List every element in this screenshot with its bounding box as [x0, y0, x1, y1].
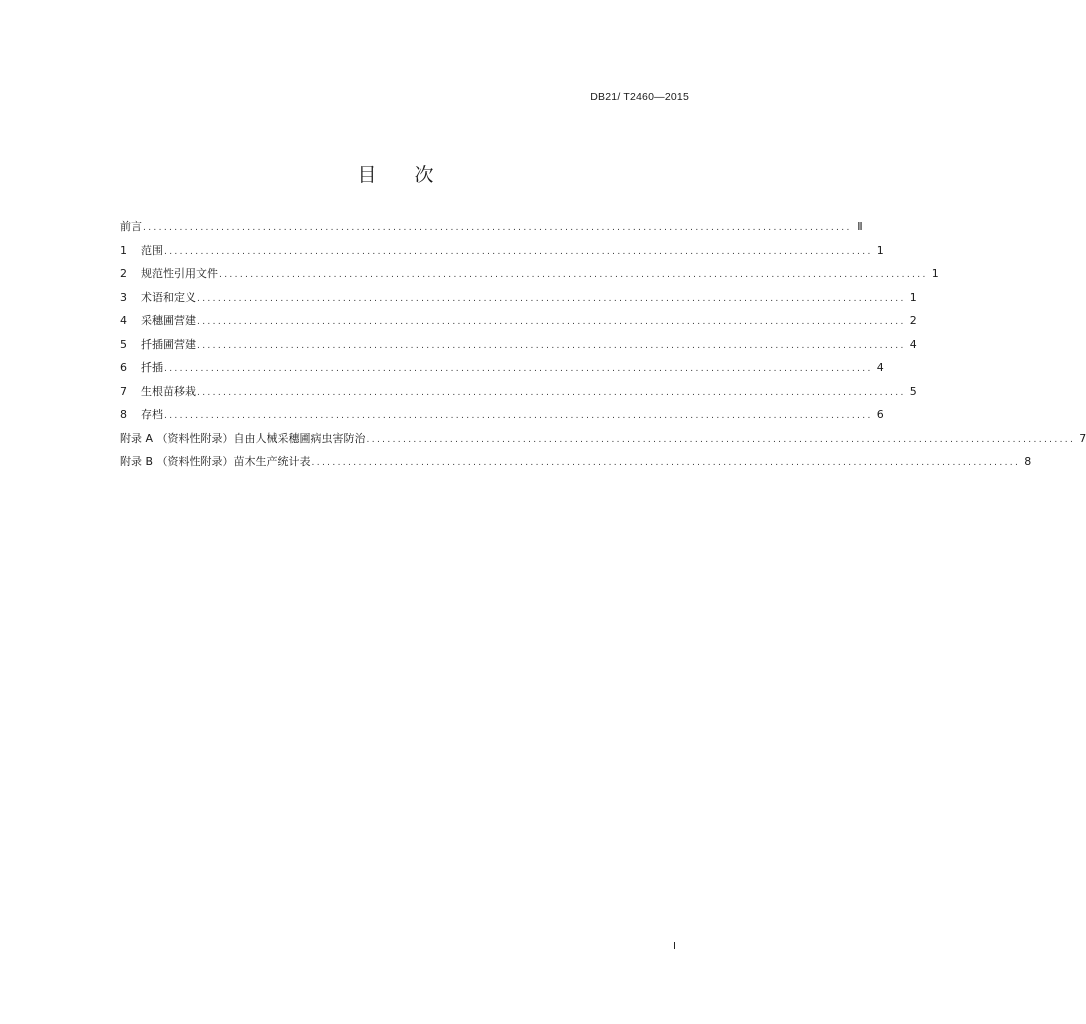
toc-leader-dots: ........................................................................................................................................	[311, 458, 1021, 468]
toc-leader-dots: ........................................................................................................................................	[164, 411, 873, 421]
toc-entry-page: 4	[876, 361, 884, 374]
toc-entry-number: 4	[120, 314, 127, 327]
toc-entry-label: 前言	[120, 220, 142, 233]
toc-entry-6[interactable]	[120, 359, 884, 383]
toc-entry-label: 采穗圃营建	[141, 314, 196, 327]
page-number: I	[673, 941, 676, 952]
toc-leader-dots: ........................................................................................................................................	[164, 364, 873, 374]
toc-entry-3[interactable]	[120, 289, 917, 313]
toc-title-char-2: 次	[414, 164, 434, 186]
toc-entry-7[interactable]	[120, 383, 917, 407]
toc-entry-2[interactable]	[120, 265, 939, 289]
toc-entry-foreword[interactable]	[120, 218, 863, 242]
toc-leader-dots: ........................................................................................................................................	[197, 387, 906, 398]
toc-entry-number: 2	[120, 267, 127, 280]
toc-leader-dots: ........................................................................................................................................	[219, 270, 928, 280]
toc-entry-number: 1	[120, 243, 127, 257]
toc-entry-label: 范围	[141, 243, 163, 257]
toc-entry-page: 1	[931, 267, 939, 280]
toc-entry-label: 附录 A （资料性附录）自由人械采穗圃病虫害防治	[120, 431, 366, 445]
table-of-contents	[120, 218, 1086, 477]
toc-entry-page: 8	[1024, 455, 1032, 468]
toc-entry-number: 3	[120, 290, 127, 304]
toc-entry-label: 附录 B （资料性附录）苗木生产统计表	[120, 455, 311, 468]
toc-entry-page: 1	[909, 290, 917, 304]
toc-entry-label: 术语和定义	[141, 290, 196, 304]
toc-entry-number: 8	[120, 408, 127, 421]
toc-entry-page: 4	[909, 337, 917, 351]
toc-entry-label: 规范性引用文件	[141, 267, 218, 280]
toc-entry-page: 5	[909, 384, 917, 398]
toc-entry-number: 6	[120, 361, 127, 374]
toc-leader-dots: ........................................................................................................................................	[164, 246, 873, 257]
toc-entry-number: 7	[120, 384, 127, 398]
toc-entry-appendix-a[interactable]	[120, 430, 1086, 454]
toc-entry-number: 5	[120, 337, 127, 351]
toc-entry-1[interactable]	[120, 242, 884, 266]
toc-entry-5[interactable]	[120, 336, 917, 360]
toc-entry-page: 7	[1079, 431, 1086, 445]
toc-entry-4[interactable]	[120, 312, 917, 336]
toc-entry-page: 6	[876, 408, 884, 421]
toc-entry-label: 扦插	[141, 361, 163, 374]
toc-leader-dots: ........................................................................................................................................	[197, 293, 906, 304]
toc-entry-page: 2	[909, 314, 917, 327]
toc-title	[0, 160, 791, 187]
toc-entry-appendix-b[interactable]	[120, 453, 1032, 477]
toc-leader-dots: ........................................................................................................................................	[197, 340, 906, 351]
toc-title-char-1: 目	[357, 164, 377, 186]
toc-entry-page: Ⅱ	[857, 220, 863, 233]
toc-leader-dots: ........................................................................................................................................	[143, 223, 852, 233]
toc-entry-page: 1	[876, 243, 884, 257]
toc-entry-label: 存档	[141, 408, 163, 421]
standard-code: DB21/ T2460—2015	[590, 91, 689, 103]
toc-entry-8[interactable]	[120, 406, 884, 430]
toc-entry-label: 扦插圃营建	[141, 337, 196, 351]
toc-leader-dots: ........................................................................................................................................	[197, 317, 906, 327]
toc-leader-dots: ........................................................................................................................................	[366, 434, 1076, 445]
toc-entry-label: 生根苗移栽	[141, 384, 196, 398]
